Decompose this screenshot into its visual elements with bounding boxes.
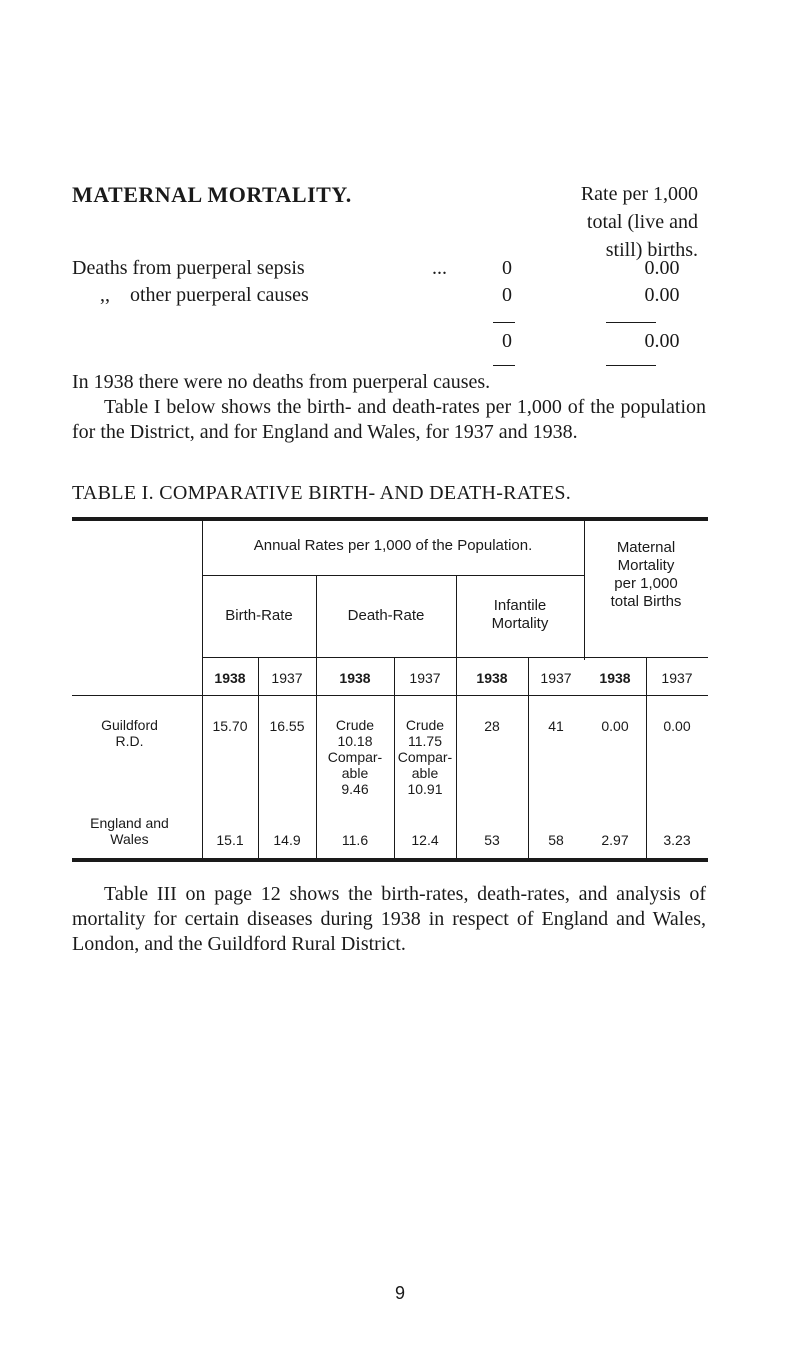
header-line: Mortality [491,615,549,632]
page-number: 9 [394,1283,405,1303]
table-cell: 14.9 [273,832,301,848]
cell-line: 10.91 [407,781,443,797]
cell-line: Compar- [397,749,453,765]
mm-total-row [72,330,732,356]
year-header: 1938 [339,670,371,686]
cell-line: able [411,765,439,781]
table-cell [316,717,394,797]
mm-row-sepsis [72,257,732,283]
header-rule [202,575,584,576]
table-cell: 58 [548,832,564,848]
mm-row-label: Deaths from puerperal sepsis [72,257,305,279]
table-title: TABLE I. COMPARATIVE BIRTH- AND DEATH-RATES. [72,482,572,504]
mm-row-deaths: 0 [502,257,512,279]
year-header: 1938 [476,670,508,686]
table-cell: 15.70 [212,718,248,734]
year-header: 1937 [409,670,441,686]
cell-line: Compar- [327,749,383,765]
cell-line: able [341,765,369,781]
birth-rate-header: Birth-Rate [225,607,293,624]
paragraph-table-iii: Table III on page 12 shows the birth-rates, death-rates, and analysis of mortality for certain diseases during 1938 in respect of England and Wales, London, and the Guildford Rural District. [72,883,706,955]
year-header: 1938 [599,670,631,686]
paragraph-table-intro: Table I below shows the birth- and death-rates per 1,000 of the population for the District, and for England and Wales, for 1937 and 1938. [72,396,706,443]
sum-rule [493,322,515,323]
table-cell: 28 [484,718,500,734]
table-cell: 53 [484,832,500,848]
col-divider [258,657,259,860]
row-label-line: Wales [110,831,149,847]
row-label-line: R.D. [115,733,144,749]
sum-rule [606,322,656,323]
header-line: Mortality [617,557,675,574]
cell-line: Crude [335,717,375,733]
table-top-rule [72,517,708,521]
mm-row-other [72,284,732,310]
table-cell: 2.97 [601,832,629,848]
mm-total-rate: 0.00 [644,330,680,352]
col-divider [528,657,529,860]
year-header: 1937 [540,670,572,686]
mm-row-deaths: 0 [502,284,512,306]
row-label-guildford [72,717,187,749]
paragraph-no-deaths: In 1938 there were no deaths from puerperal causes. [72,371,491,393]
sum-rule [493,365,515,366]
header-line: Maternal [616,539,676,556]
year-header: 1938 [214,670,246,686]
cell-line: Crude [405,717,445,733]
cell-line: 11.75 [408,733,442,749]
header-line: Infantile [493,597,547,614]
row-label-line: Guildford [101,717,158,733]
header-rule [72,695,708,696]
col-divider [646,657,647,860]
mm-total-deaths: 0 [502,330,512,352]
table-cell: 41 [548,718,564,734]
col-divider [202,519,203,860]
table-cell: 0.00 [601,718,629,734]
comparative-rates-table [72,517,708,862]
table-cell: 11.6 [341,832,369,848]
table-cell: 12.4 [411,832,439,848]
cell-line: 10.18 [337,733,373,749]
header-line: total Births [610,593,682,610]
mm-row-leader: ... [432,257,447,279]
rate-header-line: Rate per 1,000 [580,183,698,205]
header-line: per 1,000 [614,575,678,592]
row-label-england-wales [72,815,187,847]
table-cell: 16.55 [269,718,305,734]
row-label-line: England and [90,815,169,831]
rate-column-header [478,180,698,264]
rate-header-line: still) births. [605,239,698,261]
table-bottom-rule [72,858,708,862]
year-header: 1937 [661,670,693,686]
table-cell: 15.1 [216,832,244,848]
infantile-mortality-header [456,597,584,633]
cell-line: 9.46 [341,781,369,797]
table-cell [394,717,456,797]
mm-row-rate: 0.00 [644,257,680,279]
year-header: 1937 [271,670,303,686]
mm-row-label: ,, other puerperal causes [100,284,309,306]
section-heading: MATERNAL MORTALITY. [72,182,352,207]
header-rule [202,657,708,658]
table-cell: 3.23 [663,832,691,848]
maternal-mortality-header [584,539,708,611]
sum-rule [606,365,656,366]
death-rate-header: Death-Rate [347,607,425,624]
mm-row-rate: 0.00 [644,284,680,306]
group-header: Annual Rates per 1,000 of the Population. [253,537,533,554]
rate-header-line: total (live and [586,211,698,233]
table-cell: 0.00 [663,718,691,734]
